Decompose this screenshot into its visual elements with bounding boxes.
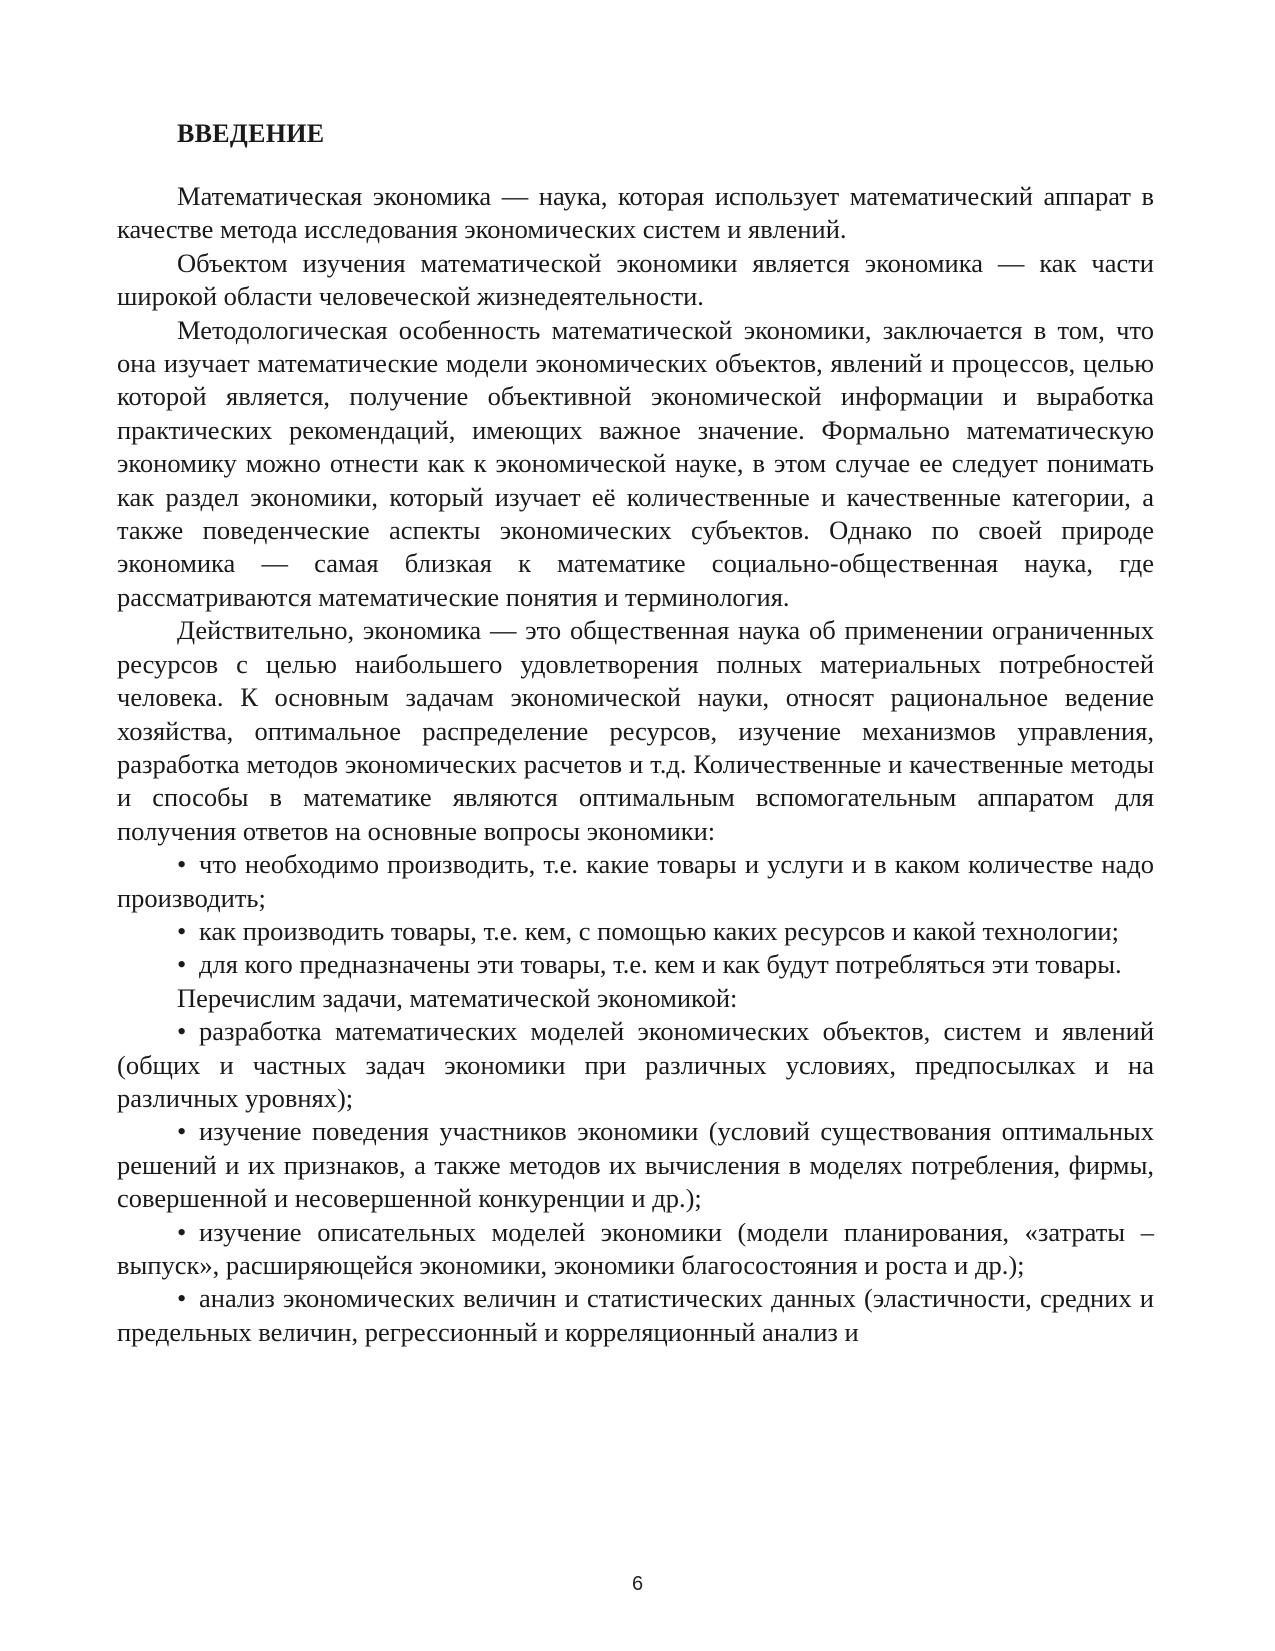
paragraph: Действительно, экономика — это общественная наука об применении ограниченных ресурсов с целью наибольшего удовлетворения полных материальных потребностей человека. К основным задачам экономической науки, относят рациональное ведение хозяйства, оптимальное распределение ресурсов, изучение механизмов управления, разработка методов экономических расчетов и т.д. Количественные и качественные методы и способы в математике являются оптимальным вспомогательным аппаратом для получения ответов на основные вопросы экономики: [117, 615, 1154, 846]
bullet-marker: • [177, 915, 187, 946]
bullet-marker: • [177, 1016, 187, 1047]
document-body [117, 180, 1154, 1349]
paragraph: Перечислим задачи, математической экономикой: [177, 982, 738, 1013]
page-number: 6 [631, 1573, 644, 1595]
bullet-text: что необходимо производить, т.е. какие товары и услуги и в каком количестве надо производить; [117, 849, 1154, 913]
bullet-marker: • [177, 949, 187, 980]
bullet-marker: • [177, 1283, 187, 1314]
bullet-marker: • [177, 1216, 187, 1247]
bullet-item [117, 1282, 1154, 1349]
bullet-text: разработка математических моделей экономических объектов, систем и явлений (общих и частных задач экономики при различных условиях, предпосылках и на различных уровнях); [117, 1016, 1154, 1113]
bullet-text: как производить товары, т.е. кем, с помощью каких ресурсов и какой технологии; [199, 915, 1119, 946]
bullet-marker: • [177, 849, 187, 880]
paragraph: Объектом изучения математической экономики является экономика — как части широкой области человеческой жизнедеятельности. [117, 247, 1154, 312]
bullet-item [117, 1015, 1154, 1115]
bullet-text: для кого предназначены эти товары, т.е. кем и как будут потребляться эти товары. [199, 949, 1122, 980]
paragraph: Математическая экономика — наука, которая использует математический аппарат в качестве метода исследования экономических систем и явлений. [117, 181, 1154, 245]
page-content [117, 118, 1154, 1349]
bullet-text: изучение поведения участников экономики (условий существования оптимальных решений и их признаков, а также методов их вычисления в моделях потребления, фирмы, совершенной и несовершенной конкуренции и др.); [117, 1116, 1154, 1214]
bullet-item [117, 948, 1154, 981]
bullet-item [117, 1216, 1154, 1283]
bullet-item [117, 848, 1154, 915]
bullet-text: анализ экономических величин и статистических данных (эластичности, средних и предельных величин, регрессионный и корреляционный анализ и [117, 1283, 1154, 1347]
section-heading: ВВЕДЕНИЕ [177, 119, 325, 148]
bullet-marker: • [177, 1116, 187, 1147]
bullet-text: изучение описательных моделей экономики (модели планирования, «затраты – выпуск», расширяющейся экономики, экономики благосостояния и роста и др.); [117, 1216, 1154, 1280]
bullet-item [117, 1115, 1154, 1215]
bullet-item [117, 915, 1154, 948]
paragraph: Методологическая особенность математической экономики, заключается в том, что она изучает математические модели экономических объектов, явлений и процессов, целью которой является, получение объективной экономической информации и выработка практических рекомендаций, имеющих важное значение. Формально математическую экономику можно отнести как к экономической науке, в этом случае ее следует понимать как раздел экономики, который изучает её количественные и качественные категории, а также поведенческие аспекты экономических субъектов. Однако по своей природе экономика — самая близкая к математике социально-общественная наука, где рассматриваются математические понятия и терминология. [117, 314, 1154, 612]
